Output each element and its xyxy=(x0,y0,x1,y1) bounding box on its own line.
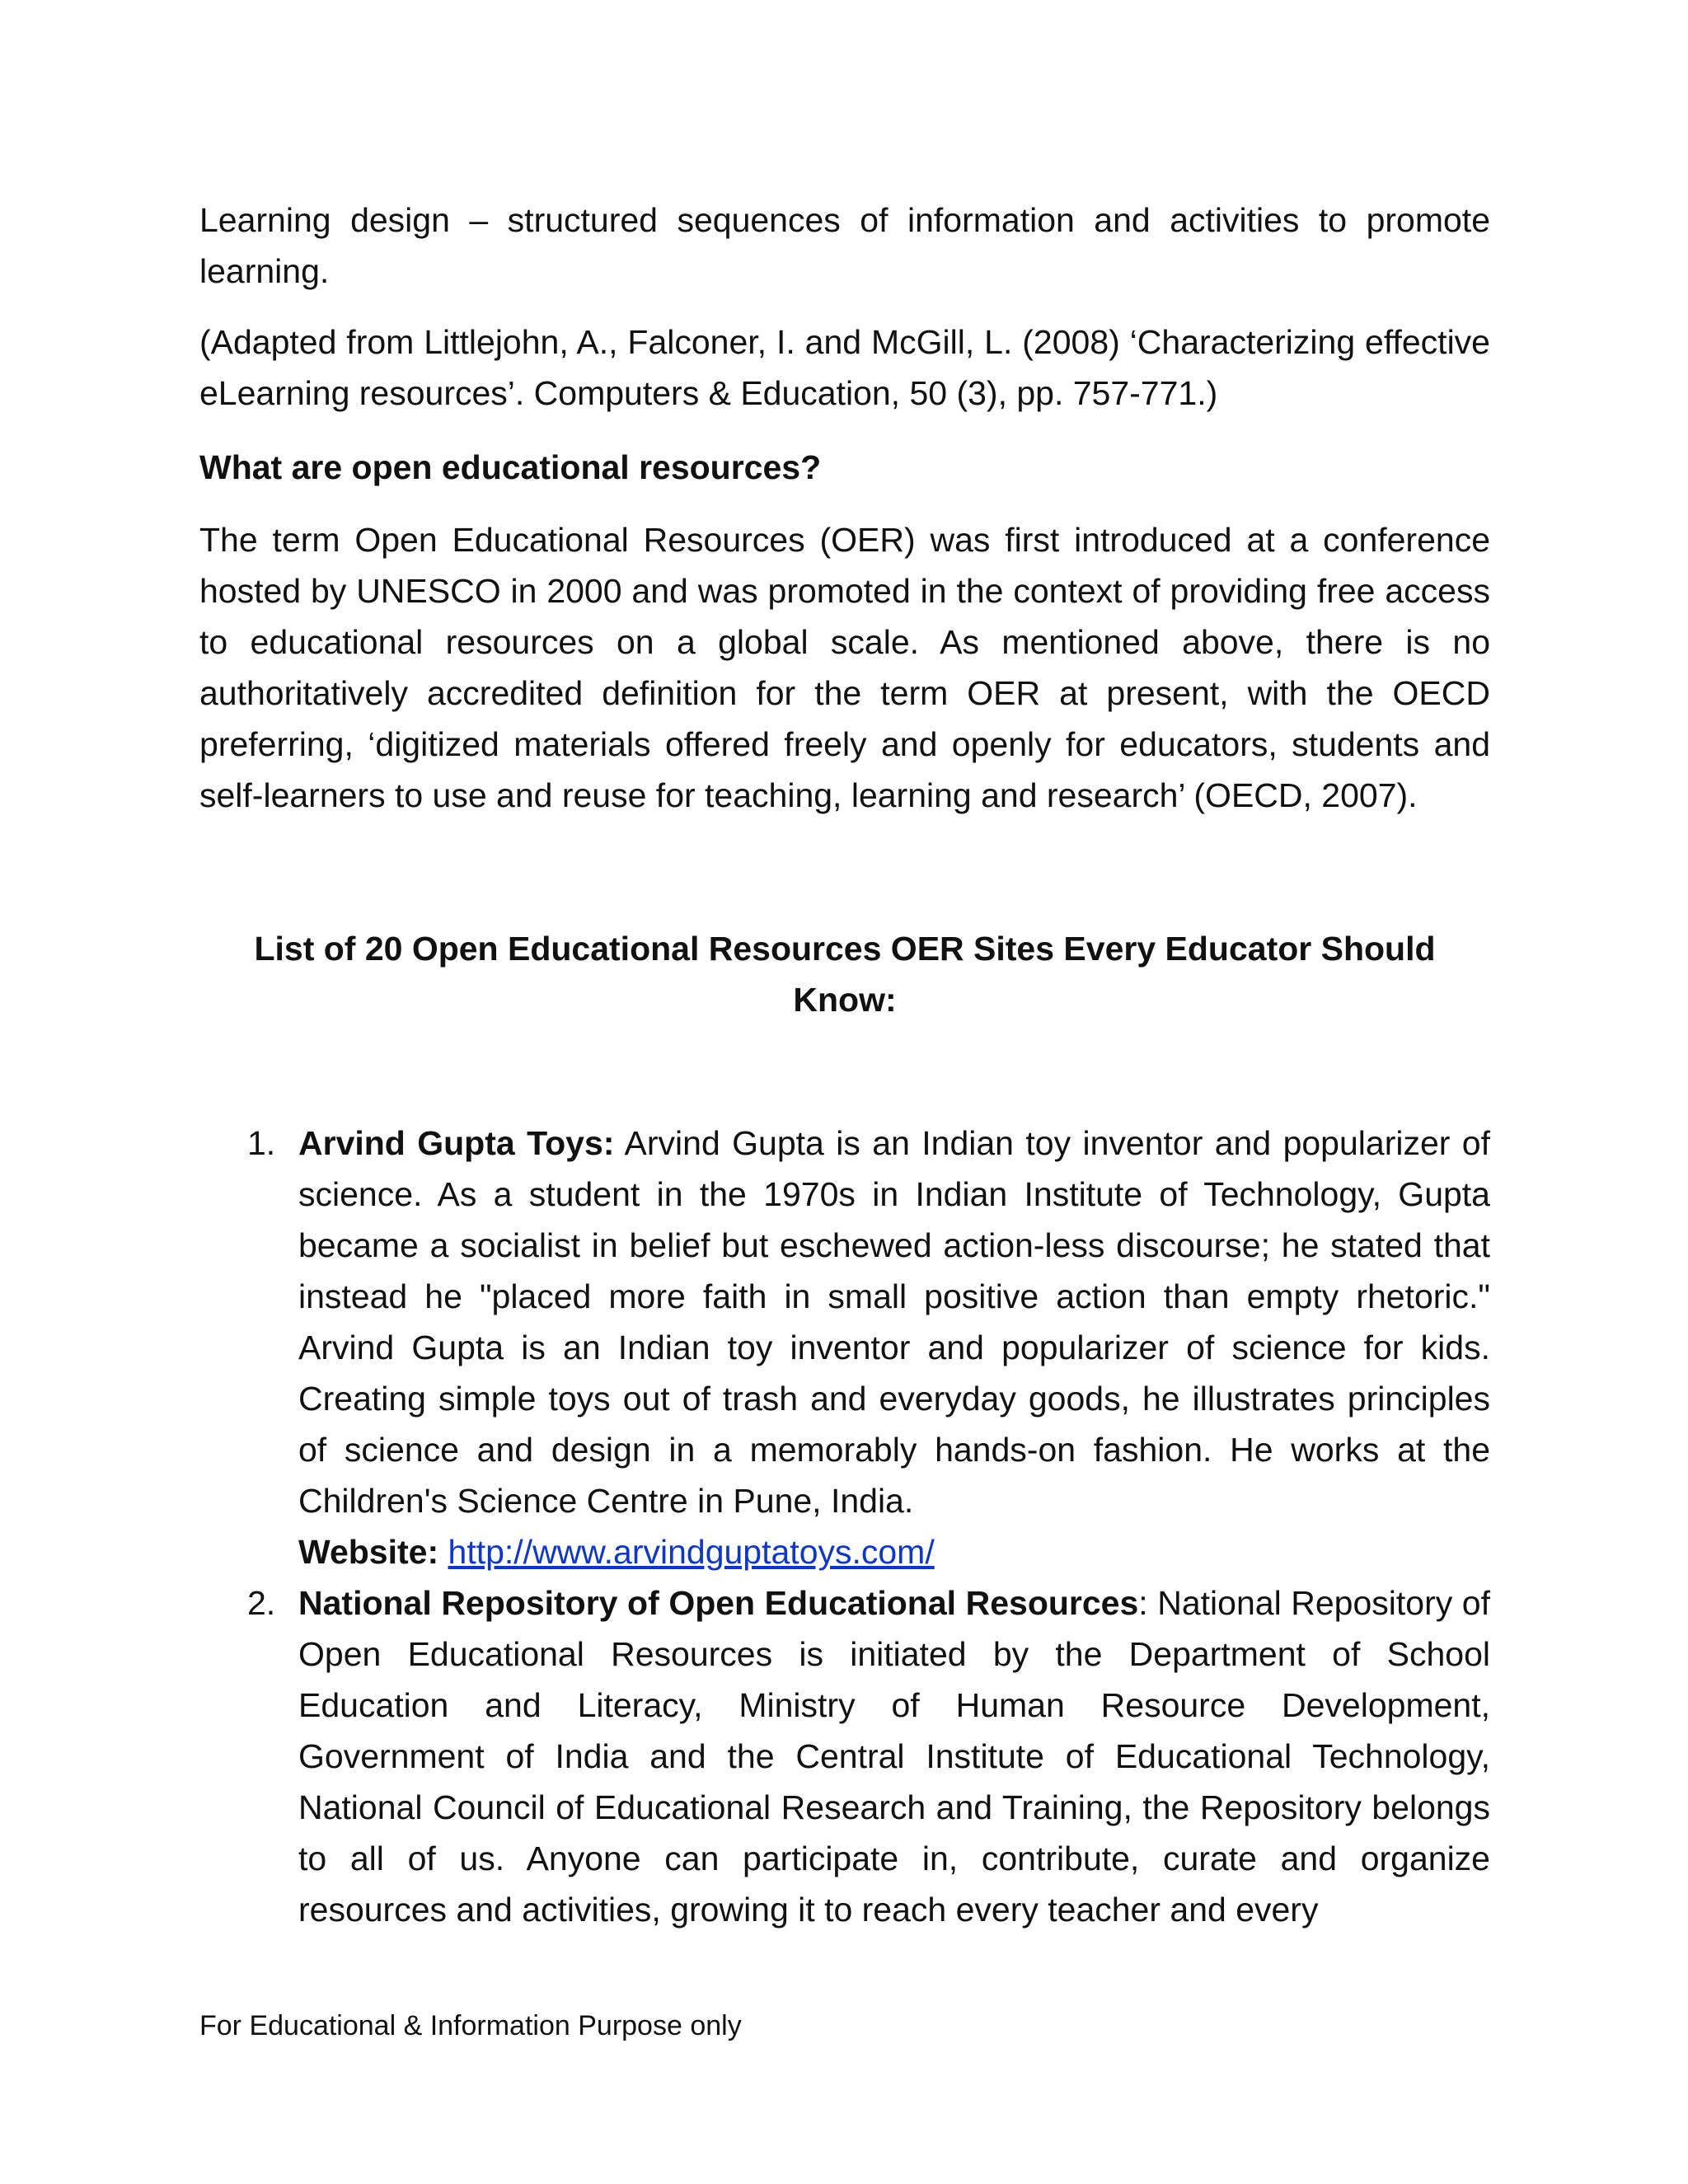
oer-section-heading: What are open educational resources? xyxy=(199,448,822,486)
page-footer: For Educational & Information Purpose only xyxy=(199,2010,742,2041)
list-item-title: Arvind Gupta Toys: xyxy=(298,1124,615,1162)
list-item xyxy=(247,1118,1491,1577)
learning-design-paragraph: Learning design – structured sequences of information and activities to promote learning. xyxy=(199,201,1490,290)
page-content xyxy=(199,194,1490,1935)
list-item-number: 2. xyxy=(247,1584,276,1622)
oer-list-title: List of 20 Open Educational Resources OER Sites Every Educator Should Know: xyxy=(254,930,1436,1019)
oer-sites-list xyxy=(199,1118,1490,1935)
citation-paragraph: (Adapted from Littlejohn, A., Falconer, I. and McGill, L. (2008) ‘Characterizing effective eLearning resources’. Computers & Education, 50 (3), pp. 757-771.) xyxy=(199,323,1490,412)
list-item xyxy=(247,1577,1490,1935)
website-link[interactable]: http://www.arvindguptatoys.com/ xyxy=(448,1533,935,1571)
oer-definition-paragraph: The term Open Educational Resources (OER) was first introduced at a conference hosted by UNESCO in 2000 and was promoted in the context of providing free access to educational resources on a global scale. As mentioned above, there is no authoritatively accredited definition for the term OER at present, with the OECD preferring, ‘digitized materials offered freely and openly for educators, students and self-learners to use and reuse for teaching, learning and research’ (OECD, 2007). xyxy=(199,521,1490,814)
list-item-text: : National Repository of Open Educational Resources is initiated by the Department of School Education and Literacy, Ministry of Human Resource Development, Government of India and the Central Institute of Educational Technology, National Council of Educational Research and Training, the Repository belongs to all of us. Anyone can participate in, contribute, curate and organize resources and activities, growing it to reach every teacher and every xyxy=(298,1584,1490,1929)
list-item-number: 1. xyxy=(247,1124,276,1162)
website-label: Website: xyxy=(298,1533,439,1571)
list-item-text: Arvind Gupta is an Indian toy inventor and popularizer of science. As a student in the 1970s in Indian Institute of Technology, Gupta became a socialist in belief but eschewed action-less discourse; he stated that instead he "placed more faith in small positive action than empty rhetoric." Arvind Gupta is an Indian toy inventor and popularizer of science for kids. Creating simple toys out of trash and everyday goods, he illustrates principles of science and design in a memorably hands-on fashion. He works at the Children's Science Centre in Pune, India. xyxy=(298,1124,1491,1520)
list-item-title: National Repository of Open Educational Resources xyxy=(298,1584,1139,1622)
